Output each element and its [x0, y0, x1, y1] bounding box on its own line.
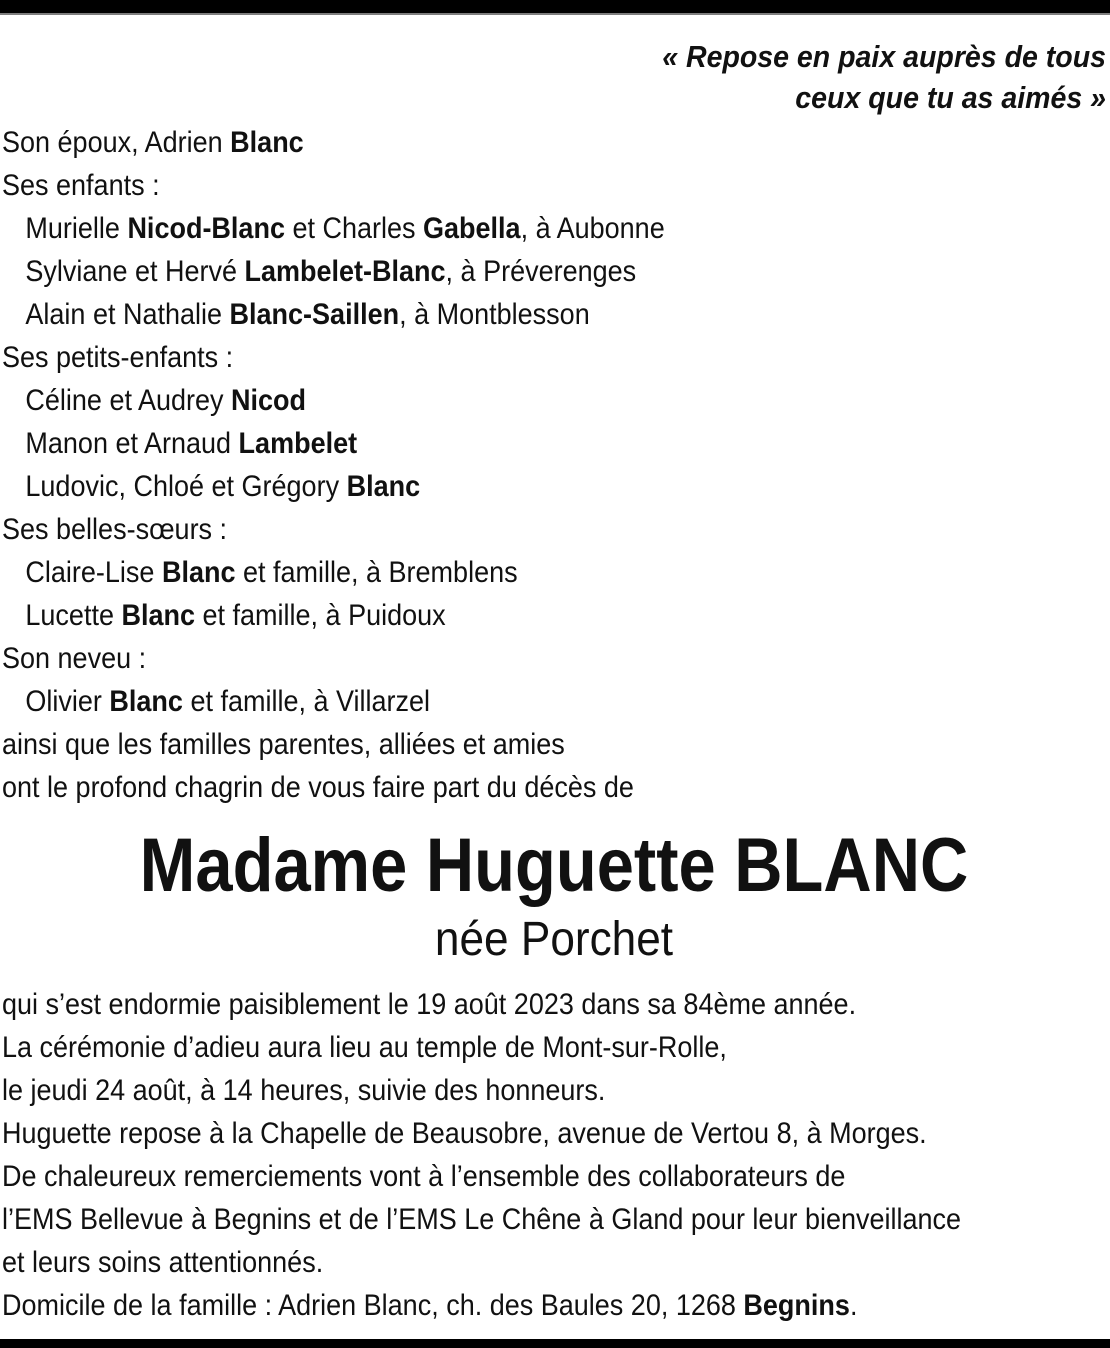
text-segment: Ludovic, Chloé et Grégory [25, 470, 347, 503]
emphasized-name: Begnins [743, 1289, 850, 1322]
text-segment: et famille, à Bremblens [235, 556, 518, 589]
body-line [2, 1284, 996, 1327]
text-segment: Son époux, Adrien [2, 126, 231, 159]
emphasized-name: Lambelet [238, 427, 358, 460]
family-line [2, 293, 996, 336]
family-line [2, 680, 996, 723]
family-list [2, 121, 1106, 809]
emphasized-name: Blanc [109, 685, 183, 718]
text-segment: et famille, à Puidoux [195, 599, 446, 632]
text-segment: Ses petits-enfants : [2, 341, 234, 374]
obituary-notice [0, 36, 1110, 1327]
emphasized-name: Gabella [423, 212, 521, 245]
text-segment: Ses enfants : [2, 169, 160, 202]
family-line [2, 207, 996, 250]
text-segment: Huguette repose à la Chapelle de Beausobre, avenue de Vertou 8, à Morges. [2, 1117, 927, 1150]
emphasized-name: Blanc [230, 126, 304, 159]
family-line [2, 551, 996, 594]
text-segment: , à Préverenges [445, 255, 637, 288]
epitaph-quote-line-2: ceux que tu as aimés » [795, 80, 1106, 115]
family-line [2, 250, 996, 293]
family-line [2, 422, 996, 465]
family-line [2, 379, 996, 422]
family-line [2, 121, 996, 164]
text-segment: qui s’est endormie paisiblement le 19 août 2023 dans sa 84ème année. [2, 988, 857, 1021]
emphasized-name: Blanc [121, 599, 196, 632]
text-segment: La cérémonie d’adieu aura lieu au temple de Mont-sur-Rolle, [2, 1031, 727, 1064]
text-segment: Son neveu : [2, 642, 147, 675]
family-line [2, 336, 996, 379]
text-segment: Ses belles-sœurs : [2, 513, 228, 546]
body-line [2, 1198, 996, 1241]
epitaph-quote-line-1: « Repose en paix auprès de tous [662, 39, 1106, 74]
text-segment: . [849, 1289, 858, 1322]
text-segment: Claire-Lise [25, 556, 162, 589]
body-line [2, 1112, 996, 1155]
text-segment: Céline et Audrey [25, 384, 232, 417]
family-line [2, 465, 996, 508]
text-segment: Lucette [25, 599, 122, 632]
text-segment: Murielle [25, 212, 128, 245]
emphasized-name: Blanc-Saillen [229, 298, 400, 331]
text-segment: et leurs soins attentionnés. [2, 1246, 324, 1279]
emphasized-name: Blanc [161, 556, 236, 589]
text-segment: Olivier [25, 685, 110, 718]
top-rule [0, 13, 1110, 15]
family-line [2, 637, 996, 680]
text-segment: Manon et Arnaud [25, 427, 239, 460]
text-segment: Sylviane et Hervé [25, 255, 245, 288]
bottom-border-bar [0, 1339, 1110, 1348]
epitaph-quote [2, 36, 1106, 118]
deceased-maiden-name: née Porchet [434, 913, 674, 966]
text-segment: et Charles [284, 212, 424, 245]
text-segment: l’EMS Bellevue à Begnins et de l’EMS Le Chêne à Gland pour leur bienveillance [2, 1203, 962, 1236]
announcement-body [2, 983, 1106, 1327]
family-line [2, 766, 996, 809]
top-border-bar [0, 0, 1110, 13]
text-segment: ont le profond chagrin de vous faire part du décès de [2, 771, 634, 804]
text-segment: De chaleureux remerciements vont à l’ensemble des collaborateurs de [2, 1160, 846, 1193]
body-line [2, 1241, 996, 1284]
family-line [2, 594, 996, 637]
family-line [2, 508, 996, 551]
body-line [2, 1069, 996, 1112]
text-segment: Alain et Nathalie [25, 298, 230, 331]
text-segment: ainsi que les familles parentes, alliées et amies [2, 728, 565, 761]
body-line [2, 1026, 996, 1069]
body-line [2, 1155, 996, 1198]
text-segment: le jeudi 24 août, à 14 heures, suivie des honneurs. [2, 1074, 606, 1107]
deceased-name: Madame Huguette BLANC [139, 823, 969, 908]
emphasized-name: Blanc [346, 470, 421, 503]
body-line [2, 983, 996, 1026]
text-segment: , à Aubonne [520, 212, 665, 245]
family-line [2, 723, 996, 766]
emphasized-name: Lambelet-Blanc [244, 255, 446, 288]
text-segment: Domicile de la famille : Adrien Blanc, ch. des Baules 20, 1268 [2, 1289, 744, 1322]
text-segment: et famille, à Villarzel [182, 685, 431, 718]
text-segment: , à Montblesson [399, 298, 590, 331]
emphasized-name: Nicod [231, 384, 307, 417]
emphasized-name: Nicod-Blanc [127, 212, 285, 245]
family-line [2, 164, 996, 207]
